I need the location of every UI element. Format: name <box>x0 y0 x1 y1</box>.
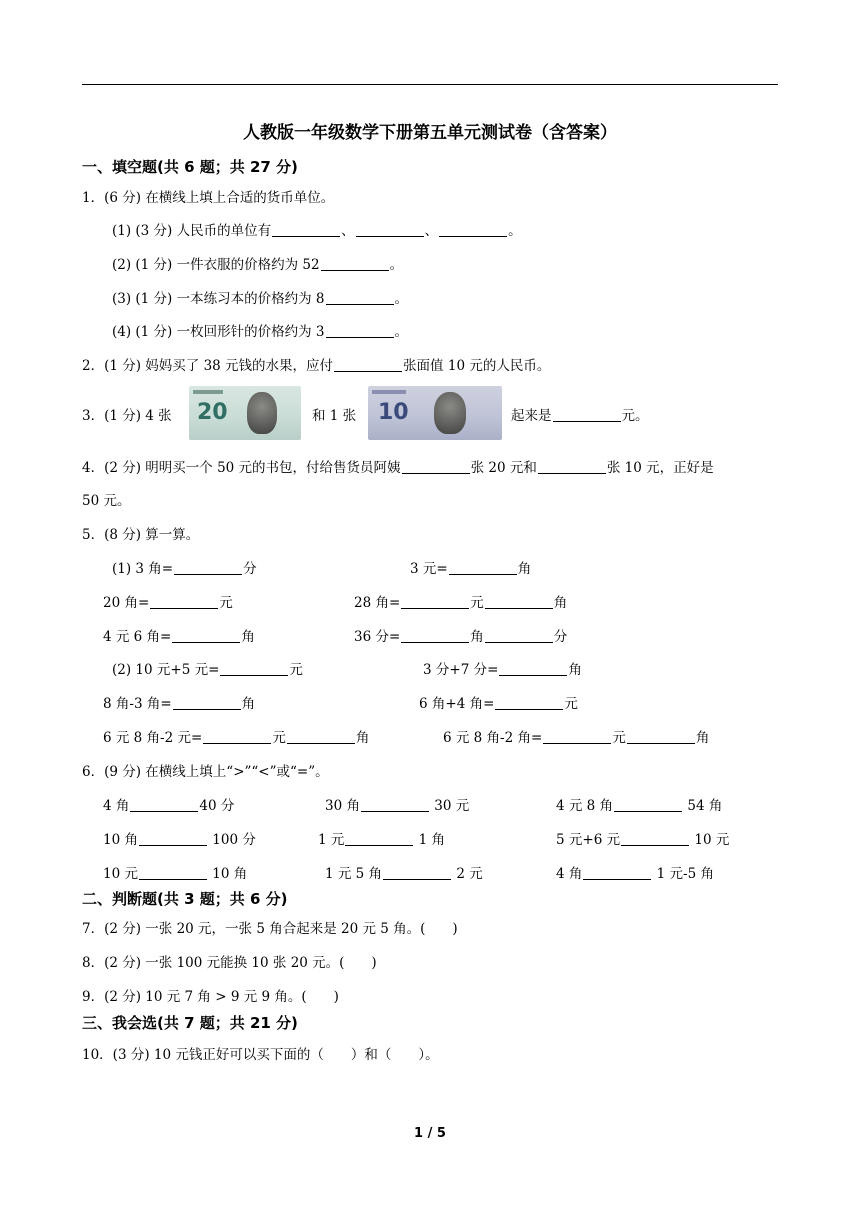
q5-unit: 角 <box>695 730 710 746</box>
q1-3-text: (3) (1 分) 一本练习本的价格约为 8 <box>112 291 325 307</box>
q1-end: 。 <box>394 291 408 307</box>
answer-blank[interactable] <box>361 797 429 812</box>
q1-2-text: (2) (1 分) 一件衣服的价格约为 52 <box>112 257 320 273</box>
banknote-20-image <box>189 386 301 440</box>
banknote-10-image <box>368 386 502 440</box>
q6-compare-1-1 <box>103 794 234 814</box>
q5-text: 8 角-3 角= <box>103 696 172 712</box>
q6-right-term: 1 角 <box>414 832 446 848</box>
question-1-4 <box>112 320 408 340</box>
q3-text-end: 元。 <box>621 408 649 424</box>
answer-blank[interactable] <box>538 459 606 474</box>
answer-blank[interactable] <box>174 560 242 575</box>
answer-blank[interactable] <box>334 357 402 372</box>
answer-blank[interactable] <box>272 222 340 237</box>
q5-row3-left <box>103 625 255 645</box>
answer-blank[interactable] <box>402 459 470 474</box>
q5-text: 28 角= <box>354 595 401 611</box>
q5-row5-left <box>103 692 255 712</box>
question-3-part-b: 和 1 张 <box>312 408 357 424</box>
q5-row6-right <box>443 726 709 746</box>
answer-blank[interactable] <box>614 797 682 812</box>
q6-compare-1-2 <box>325 794 469 814</box>
q6-left-term: 4 元 8 角 <box>556 798 614 814</box>
q6-right-term: 100 分 <box>207 832 256 848</box>
answer-blank[interactable] <box>220 661 288 676</box>
q5-unit: 角 <box>553 595 568 611</box>
q1-sep: 、 <box>424 223 439 239</box>
question-1-3 <box>112 287 408 307</box>
q2-text-end: 张面值 10 元的人民币。 <box>403 358 551 374</box>
q5-unit: 元 <box>564 696 578 712</box>
page-title: 人教版一年级数学下册第五单元测试卷（含答案） <box>243 123 617 143</box>
answer-blank[interactable] <box>583 865 651 880</box>
answer-blank[interactable] <box>173 695 241 710</box>
q5-row6-left <box>103 726 369 746</box>
answer-blank[interactable] <box>499 661 567 676</box>
q5-text: 6 元 8 角-2 角= <box>443 730 543 746</box>
section-3-heading: 三、我会选(共 7 题；共 21 分) <box>82 1014 298 1032</box>
q5-unit: 元 <box>612 730 626 746</box>
q6-left-term: 10 角 <box>103 832 138 848</box>
answer-blank[interactable] <box>485 628 553 643</box>
q6-compare-2-1 <box>103 828 256 848</box>
answer-blank[interactable] <box>326 323 394 338</box>
question-1-2 <box>112 253 403 273</box>
q5-text: 4 元 6 角= <box>103 629 172 645</box>
answer-blank[interactable] <box>139 865 207 880</box>
answer-blank[interactable] <box>130 797 198 812</box>
question-10: 10．(3 分) 10 元钱正好可以买下面的（ ）和（ ）。 <box>82 1047 439 1063</box>
q5-text: 36 分= <box>354 629 401 645</box>
banknote-20-value: 20 <box>197 400 228 425</box>
q3-text: 起来是 <box>511 408 552 424</box>
q5-unit: 角 <box>568 662 582 678</box>
q6-left-term: 4 角 <box>103 798 130 814</box>
q6-left-term: 10 元 <box>103 866 138 882</box>
answer-blank[interactable] <box>543 729 611 744</box>
answer-blank[interactable] <box>485 594 553 609</box>
q5-text: 6 角+4 角= <box>419 696 495 712</box>
q5-unit: 元 <box>470 595 484 611</box>
q5-unit: 角 <box>470 629 484 645</box>
question-4-continued: 50 元。 <box>82 493 131 509</box>
question-6-stem: 6．(9 分) 在横线上填上“>”“<”或“=”。 <box>82 764 329 780</box>
q1-end: 。 <box>394 324 408 340</box>
banknote-portrait <box>247 392 277 434</box>
q5-text: 20 角= <box>103 595 150 611</box>
answer-blank[interactable] <box>172 628 240 643</box>
answer-blank[interactable] <box>139 831 207 846</box>
answer-blank[interactable] <box>495 695 563 710</box>
q6-left-term: 30 角 <box>325 798 360 814</box>
q1-1-text: (1) (3 分) 人民币的单位有 <box>112 223 272 239</box>
q6-compare-2-3 <box>556 828 729 848</box>
q4-text: 张 10 元，正好是 <box>606 460 714 476</box>
q2-text: 2．(1 分) 妈妈买了 38 元钱的水果，应付 <box>82 358 334 374</box>
q5-text: (2) 10 元+5 元= <box>112 662 220 678</box>
question-3-part-a: 3．(1 分) 4 张 <box>82 408 172 424</box>
question-8: 8．(2 分) 一张 100 元能换 10 张 20 元。( ) <box>82 955 377 971</box>
question-4 <box>82 456 714 476</box>
q1-end: 。 <box>389 257 404 273</box>
q5-text: 3 元= <box>410 561 448 577</box>
question-1-1 <box>112 219 522 239</box>
q6-right-term: 30 元 <box>429 798 470 814</box>
q5-text: (1) 3 角= <box>112 561 174 577</box>
q4-text: 4．(2 分) 明明买一个 50 元的书包，付给售货员阿姨 <box>82 460 401 476</box>
q6-right-term: 1 元-5 角 <box>652 866 715 882</box>
q6-compare-3-2 <box>325 862 483 882</box>
question-3-part-c <box>511 404 649 424</box>
q5-row2-right <box>354 591 567 611</box>
answer-blank[interactable] <box>553 407 621 422</box>
q5-row4-right <box>423 658 582 678</box>
q5-row5-right <box>419 692 578 712</box>
q1-4-text: (4) (1 分) 一枚回形针的价格约为 3 <box>112 324 325 340</box>
answer-blank[interactable] <box>401 594 469 609</box>
q5-unit: 角 <box>241 696 256 712</box>
answer-blank[interactable] <box>287 729 355 744</box>
answer-blank[interactable] <box>621 831 689 846</box>
answer-blank[interactable] <box>439 222 507 237</box>
q1-sep: 、 <box>341 223 355 239</box>
q6-right-term: 10 元 <box>690 832 730 848</box>
q6-left-term: 5 元+6 元 <box>556 832 621 848</box>
page-number: 1 / 5 <box>414 1126 446 1141</box>
q1-end: 。 <box>508 223 522 239</box>
answer-blank[interactable] <box>326 290 394 305</box>
banknote-portrait <box>434 392 466 434</box>
answer-blank[interactable] <box>627 729 695 744</box>
question-2 <box>82 354 550 374</box>
answer-blank[interactable] <box>150 594 218 609</box>
question-9: 9．(2 分) 10 元 7 角 > 9 元 9 角。( ) <box>82 989 339 1005</box>
q4-text: 张 20 元和 <box>470 460 537 476</box>
answer-blank[interactable] <box>449 560 517 575</box>
q5-text: 3 分+7 分= <box>423 662 499 678</box>
q6-compare-3-3 <box>556 862 714 882</box>
q5-unit: 元 <box>289 662 303 678</box>
q6-compare-3-1 <box>103 862 247 882</box>
answer-blank[interactable] <box>401 628 469 643</box>
q5-unit: 角 <box>517 561 532 577</box>
question-7: 7．(2 分) 一张 20 元，一张 5 角合起来是 20 元 5 角。( ) <box>82 921 458 937</box>
q5-text: 6 元 8 角-2 元= <box>103 730 203 746</box>
q5-row1-left <box>112 557 257 577</box>
q5-unit: 元 <box>219 595 233 611</box>
banknote-header-band <box>372 390 406 394</box>
section-2-heading: 二、判断题(共 3 题；共 6 分) <box>82 890 288 908</box>
answer-blank[interactable] <box>356 222 424 237</box>
q6-right-term: 2 元 <box>452 866 483 882</box>
q6-right-term: 54 角 <box>683 798 723 814</box>
question-5-stem: 5．(8 分) 算一算。 <box>82 527 200 543</box>
q6-compare-1-3 <box>556 794 722 814</box>
q6-compare-2-2 <box>318 828 445 848</box>
q6-right-term: 10 角 <box>207 866 248 882</box>
q6-right-term: 40 分 <box>199 798 235 814</box>
q5-row4-left <box>112 658 303 678</box>
q5-unit: 角 <box>355 730 370 746</box>
answer-blank[interactable] <box>203 729 271 744</box>
q5-row3-right <box>354 625 567 645</box>
section-1-heading: 一、填空题(共 6 题；共 27 分) <box>82 158 298 176</box>
q5-unit: 分 <box>553 629 568 645</box>
answer-blank[interactable] <box>383 865 451 880</box>
q5-unit: 角 <box>241 629 255 645</box>
banknote-10-value: 10 <box>378 400 409 425</box>
q5-unit: 元 <box>272 730 286 746</box>
question-1-stem: 1．(6 分) 在横线上填上合适的货币单位。 <box>82 190 335 206</box>
banknote-header-band <box>193 390 223 394</box>
q5-row2-left <box>103 591 233 611</box>
q6-left-term: 1 元 5 角 <box>325 866 383 882</box>
header-rule <box>82 84 778 85</box>
q6-left-term: 4 角 <box>556 866 583 882</box>
answer-blank[interactable] <box>321 256 389 271</box>
q5-row1-right <box>410 557 531 577</box>
q6-left-term: 1 元 <box>318 832 345 848</box>
q5-unit: 分 <box>243 561 257 577</box>
answer-blank[interactable] <box>345 831 413 846</box>
